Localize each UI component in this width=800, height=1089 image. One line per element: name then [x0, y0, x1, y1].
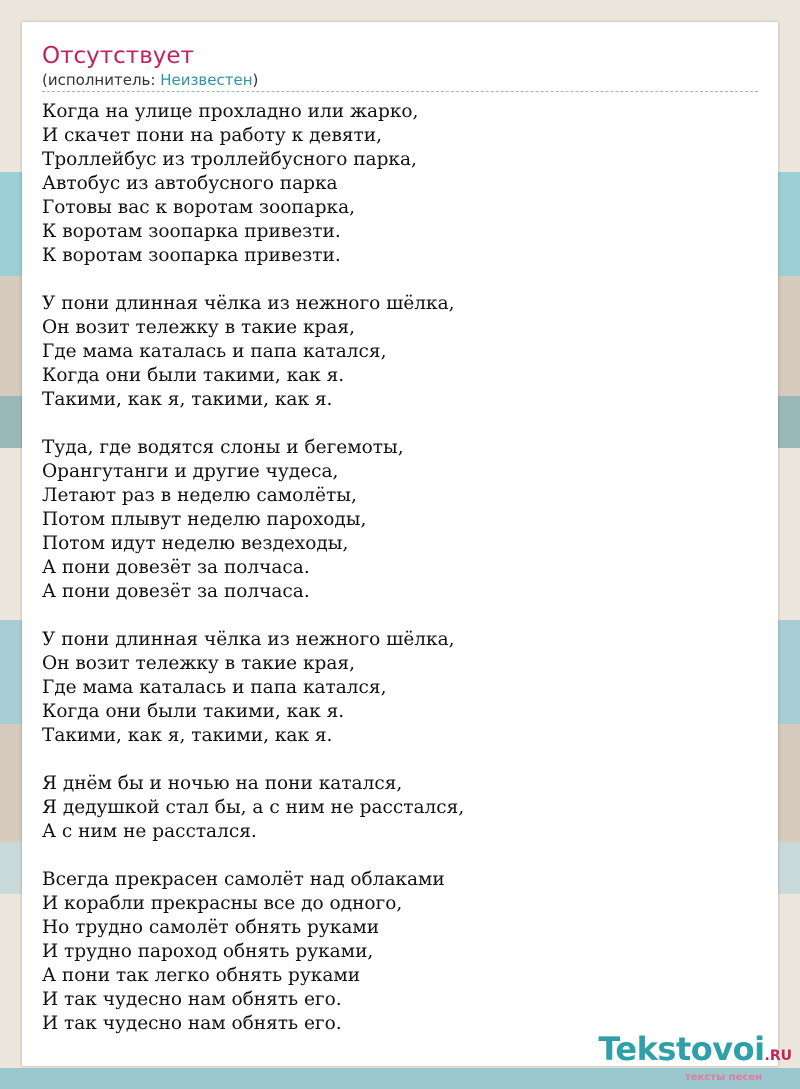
- lyric-line: Летают раз в неделю самолёты,: [42, 485, 357, 506]
- lyric-line: А пони так легко обнять руками: [42, 965, 361, 986]
- logo-name: Tekstovoi: [598, 1030, 765, 1068]
- lyric-line: Я днём бы и ночью на пони катался,: [42, 773, 403, 794]
- song-title: Отсутствует: [42, 43, 194, 69]
- logo-tld: .RU: [764, 1048, 792, 1064]
- lyric-stanza: [42, 628, 762, 748]
- lyric-line: Когда они были такими, как я.: [42, 701, 345, 722]
- lyric-line: И скачет пони на работу к девяти,: [42, 125, 382, 146]
- lyric-line: Когда они были такими, как я.: [42, 365, 345, 386]
- lyric-line: У пони длинная чёлка из нежного шёлка,: [42, 293, 455, 314]
- lyrics-card: [22, 22, 778, 1066]
- lyric-line: И так чудесно нам обнять его.: [42, 989, 342, 1010]
- lyric-line: Потом идут неделю вездеходы,: [42, 533, 349, 554]
- site-logo[interactable]: [598, 1032, 792, 1083]
- lyric-line: Но трудно самолёт обнять руками: [42, 917, 380, 938]
- artist-suffix: ): [252, 71, 259, 89]
- lyric-line: Туда, где водятся слоны и бегемоты,: [42, 437, 404, 458]
- lyric-stanza: [42, 868, 762, 1036]
- lyric-line: Я дедушкой стал бы, а с ним не расстался,: [42, 797, 465, 818]
- title-divider: [42, 91, 758, 92]
- lyric-stanza: [42, 436, 762, 604]
- lyric-stanza: [42, 292, 762, 412]
- lyric-line: Троллейбус из троллейбусного парка,: [42, 149, 417, 170]
- lyric-line: А пони довезёт за полчаса.: [42, 557, 310, 578]
- logo-tagline: тексты песен: [685, 1072, 762, 1083]
- lyric-line: И трудно пароход обнять руками,: [42, 941, 374, 962]
- lyric-line: Такими, как я, такими, как я.: [42, 389, 333, 410]
- lyric-line: Потом плывут неделю пароходы,: [42, 509, 367, 530]
- lyric-stanza: [42, 100, 762, 268]
- lyric-line: И корабли прекрасны все до одного,: [42, 893, 403, 914]
- lyric-line: Где мама каталась и папа катался,: [42, 341, 387, 362]
- lyric-line: Готовы вас к воротам зоопарка,: [42, 197, 356, 218]
- lyric-line: Орангутанги и другие чудеса,: [42, 461, 339, 482]
- logo-wordmark: [598, 1032, 792, 1073]
- lyric-line: И так чудесно нам обнять его.: [42, 1013, 342, 1034]
- lyric-line: Он возит тележку в такие края,: [42, 317, 355, 338]
- lyric-stanza: [42, 772, 762, 844]
- lyric-line: Он возит тележку в такие края,: [42, 653, 355, 674]
- lyric-line: А с ним не расстался.: [42, 821, 257, 842]
- lyric-line: Где мама каталась и папа катался,: [42, 677, 387, 698]
- lyric-line: У пони длинная чёлка из нежного шёлка,: [42, 629, 455, 650]
- lyric-line: Автобус из автобусного парка: [42, 173, 338, 194]
- artist-link[interactable]: Неизвестен: [160, 71, 253, 89]
- lyric-line: К воротам зоопарка привезти.: [42, 221, 341, 242]
- artist-prefix: (исполнитель:: [42, 71, 161, 89]
- artist-line: [42, 71, 258, 89]
- lyric-line: Всегда прекрасен самолёт над облаками: [42, 869, 445, 890]
- lyrics-body: [42, 100, 762, 1036]
- lyric-line: Когда на улице прохладно или жарко,: [42, 101, 419, 122]
- lyric-line: К воротам зоопарка привезти.: [42, 245, 341, 266]
- lyric-line: А пони довезёт за полчаса.: [42, 581, 310, 602]
- lyric-line: Такими, как я, такими, как я.: [42, 725, 333, 746]
